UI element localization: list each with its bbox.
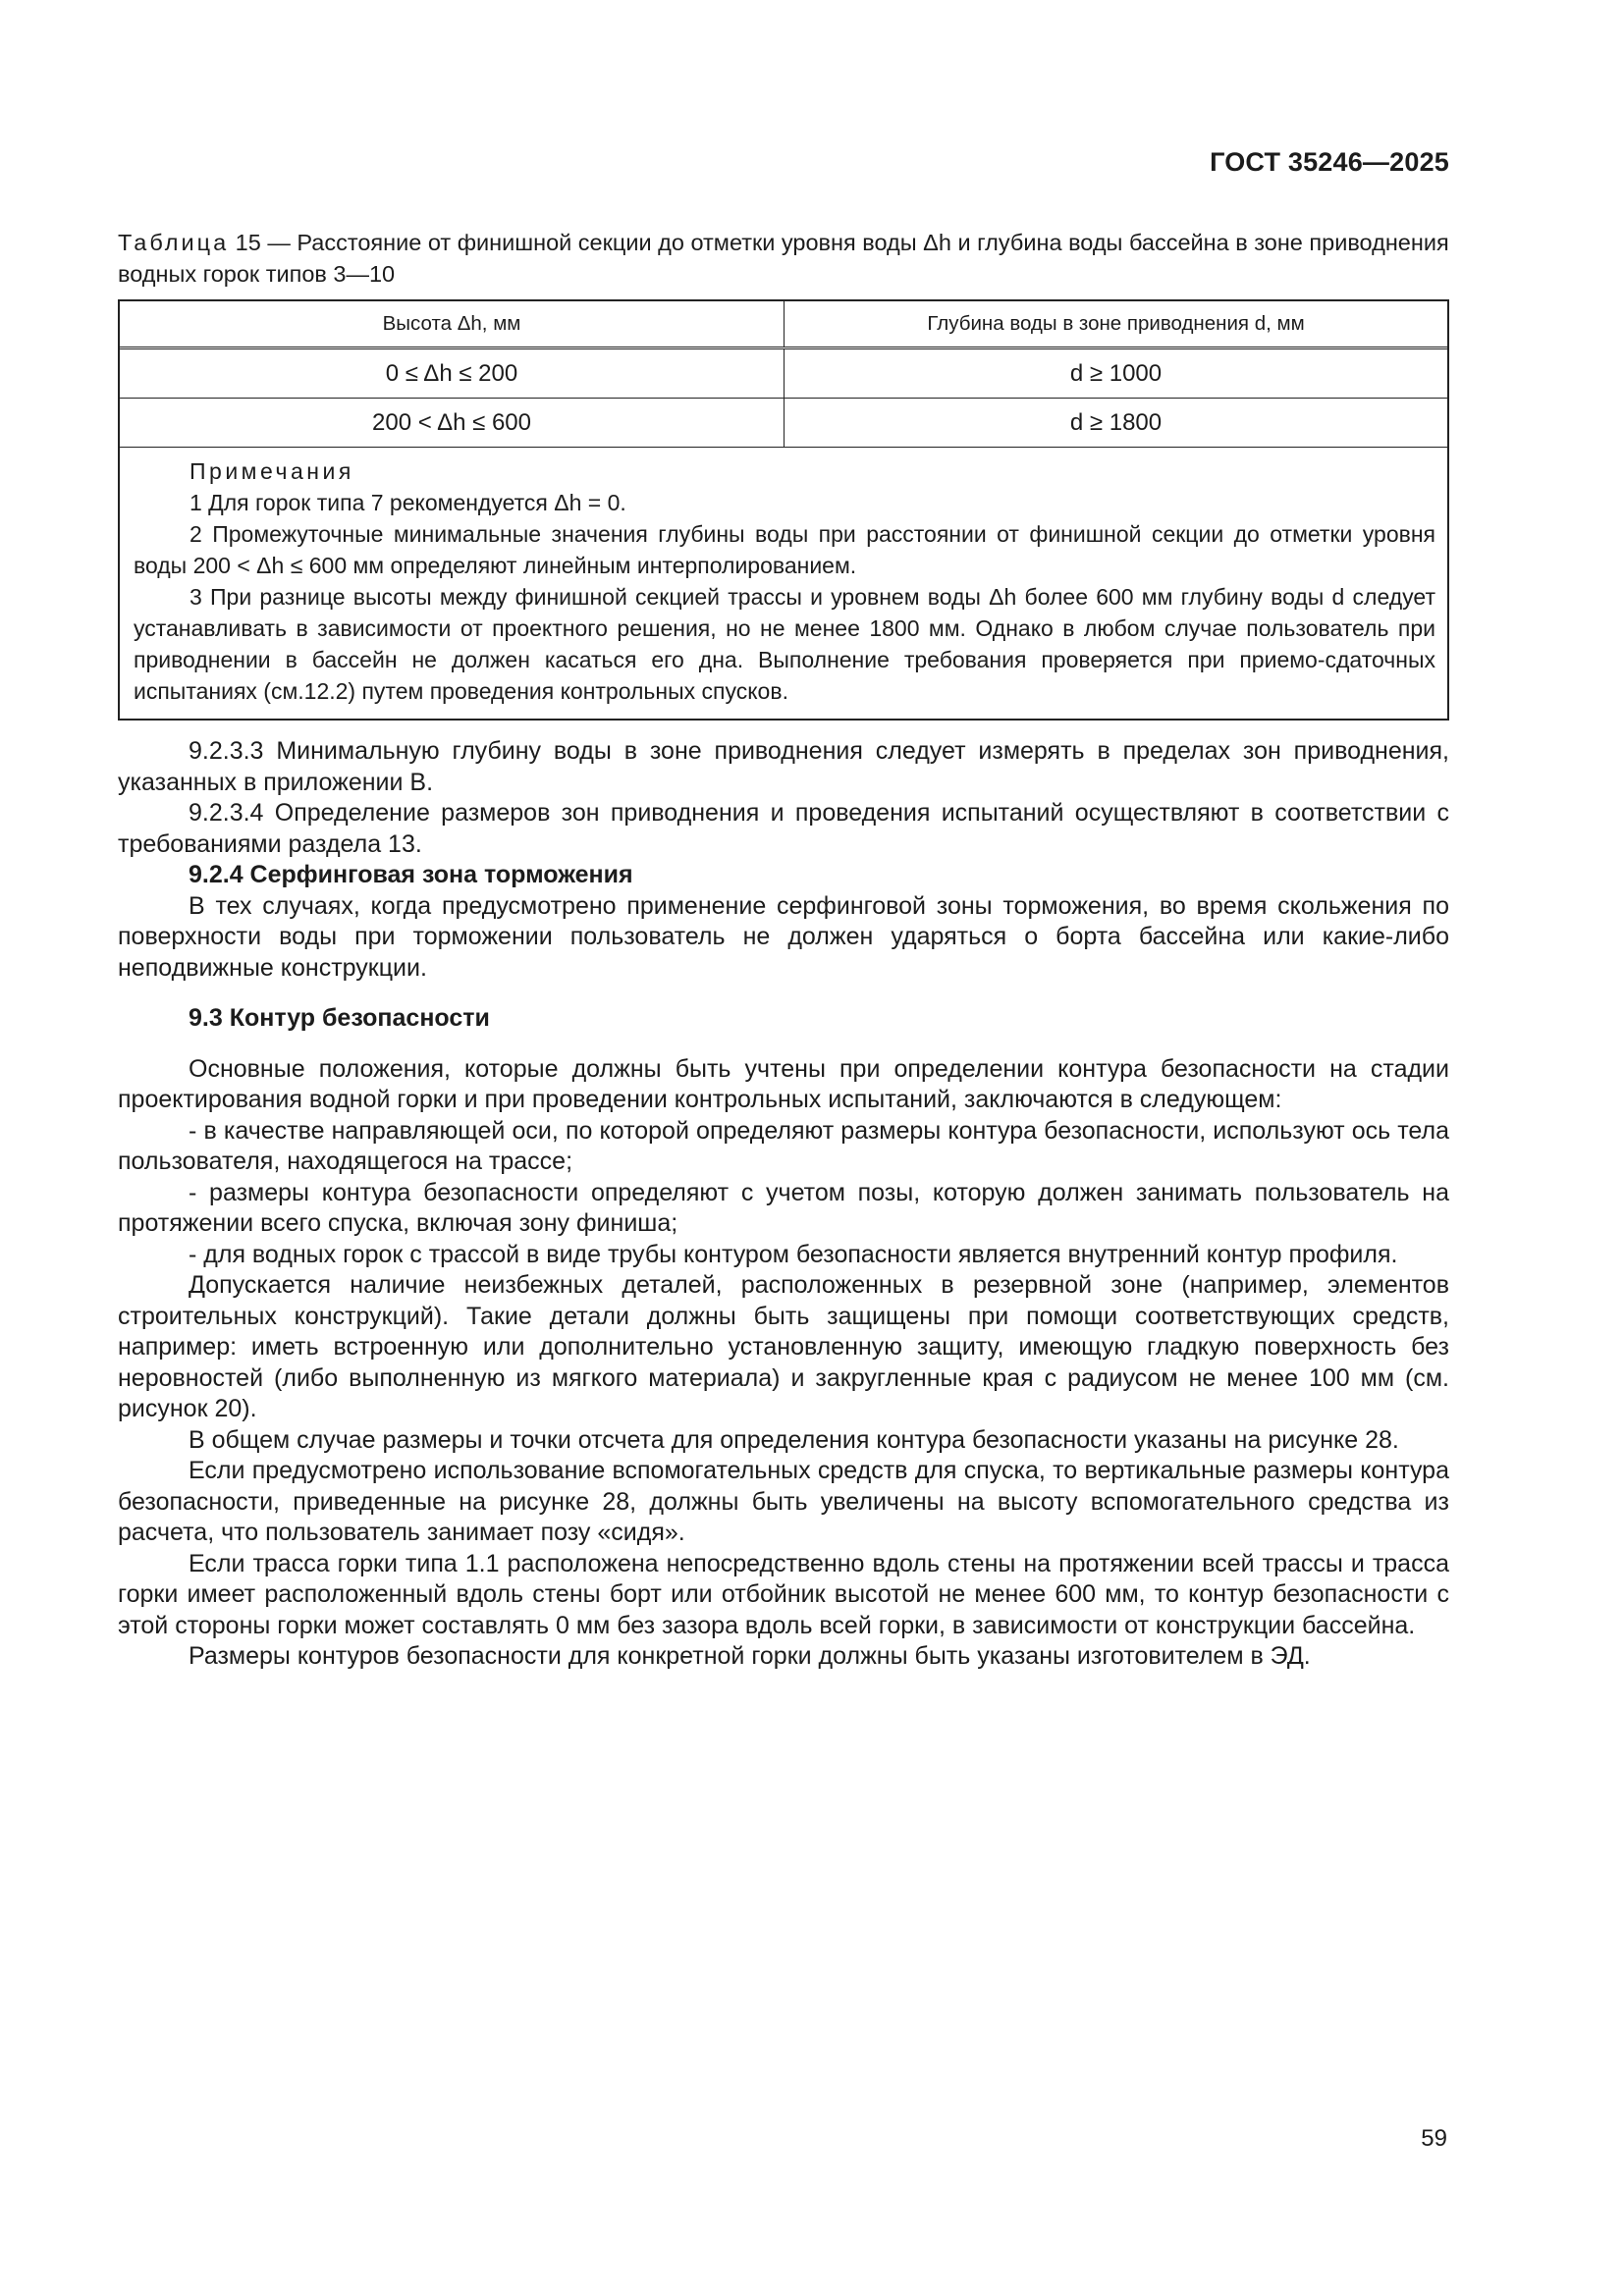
paragraph-general: В общем случае размеры и точки отсчета для определения контура безопасности указаны на рисунке 28. [189,1425,1399,1454]
table-cell: d ≥ 1000 [784,349,1447,398]
table-cell: d ≥ 1800 [784,399,1447,447]
document-id: ГОСТ 35246—2025 [1210,147,1449,177]
table-caption-label: Таблица [118,230,230,255]
body-text [118,736,1449,1673]
page-number: 59 [1421,2125,1447,2152]
note-item: 3 При разнице высоты между финишной секцией трассы и уровнем воды Δh более 600 мм глубину воды d следует устанавливать в зависимости от проектного решения, но не менее 1800 мм. Однако в любом случае пользователь при приводнении в бассейн не должен касаться его дна. Выполнение требования проверяется при приемо-сдаточных испытаниях (см.12.2) путем проведения контрольных спусков. [134,584,1435,704]
bullet-item: - размеры контура безопасности определяют с учетом позы, которую должен занимать пользователь на протяжении всего спуска, включая зону финиша; [118,1178,1449,1237]
paragraph-details: Допускается наличие неизбежных деталей, расположенных в резервной зоне (например, элементов строительных конструкций). Такие детали должны быть защищены при помощи соответствующих средств, например: иметь встроенную или дополнительно установленную защиту, имеющую гладкую поверхность без неровностей (либо выполненную из мягкого материала) и закругленные края с радиусом не менее 100 мм (см. рисунок 20). [118,1271,1449,1422]
notes-title: Примечания [189,458,354,484]
paragraph-9-2-3-4: 9.2.3.4 Определение размеров зон приводнения и проведения испытаний осуществляют в соответствии с требованиями раздела 13. [118,799,1449,858]
paragraph-aids: Если предусмотрено использование вспомогательных средств для спуска, то вертикальные размеры контура безопасности, приведенные на рисунке 28, должны быть увеличены на высоту вспомогательного средства из расчета, что пользователь занимает позу «сидя». [118,1457,1449,1546]
paragraph-final: Размеры контуров безопасности для конкретной горки должны быть указаны изготовителем в ЭД. [189,1642,1311,1670]
table-cell: 200 < Δh ≤ 600 [372,409,531,436]
note-item: 1 Для горок типа 7 рекомендуется Δh = 0. [189,490,626,515]
heading-9-3: 9.3 Контур безопасности [189,1004,490,1032]
heading-9-2-4: 9.2.4 Серфинговая зона торможения [189,861,633,888]
table-header-row [120,301,1447,349]
table-caption [118,227,1449,290]
column-header: Высота Δh, мм [382,312,521,335]
paragraph-9-2-4: В тех случаях, когда предусмотрено применение серфинговой зоны торможения, во время скольжения по поверхности воды при торможении пользователь не должен ударяться о борта бассейна или какие-либо неподвижные конструкции. [118,891,1449,982]
table-cell: 0 ≤ Δh ≤ 200 [385,360,518,387]
bullet-item: - для водных горок с трассой в виде трубы контуром безопасности является внутренний контур профиля. [189,1240,1398,1268]
table-row [120,349,1447,399]
table-notes [120,448,1447,719]
paragraph-9-2-3-3: 9.2.3.3 Минимальную глубину воды в зоне приводнения следует измерять в пределах зон приводнения, указанных в приложении В. [118,737,1449,796]
paragraph-9-3-intro: Основные положения, которые должны быть учтены при определении контура безопасности на стадии проектирования водной горки и при проведении контрольных испытаний, заключаются в следующем: [118,1054,1449,1113]
table-row [120,399,1447,448]
column-header: Глубина воды в зоне приводнения d, мм [784,301,1447,347]
bullet-item: - в качестве направляющей оси, по которой определяют размеры контура безопасности, используют ось тела пользователя, находящегося на трассе; [118,1116,1449,1175]
note-item: 2 Промежуточные минимальные значения глубины воды при расстоянии от финишной секции до отметки уровня воды 200 < Δh ≤ 600 мм определяют линейным интерполированием. [134,521,1435,578]
data-table [118,299,1449,721]
table-caption-text: 15 — Расстояние от финишной секции до отметки уровня воды Δh и глубина воды бассейна в зоне приводнения водных горок типов 3—10 [118,230,1449,287]
paragraph-wall: Если трасса горки типа 1.1 расположена непосредственно вдоль стены на протяжении всей трассы и трасса горки имеет расположенный вдоль стены борт или отбойник высотой не менее 600 мм, то контур безопасности с этой стороны горки может составлять 0 мм без зазора вдоль всей горки, в зависимости от конструкции бассейна. [118,1549,1449,1639]
